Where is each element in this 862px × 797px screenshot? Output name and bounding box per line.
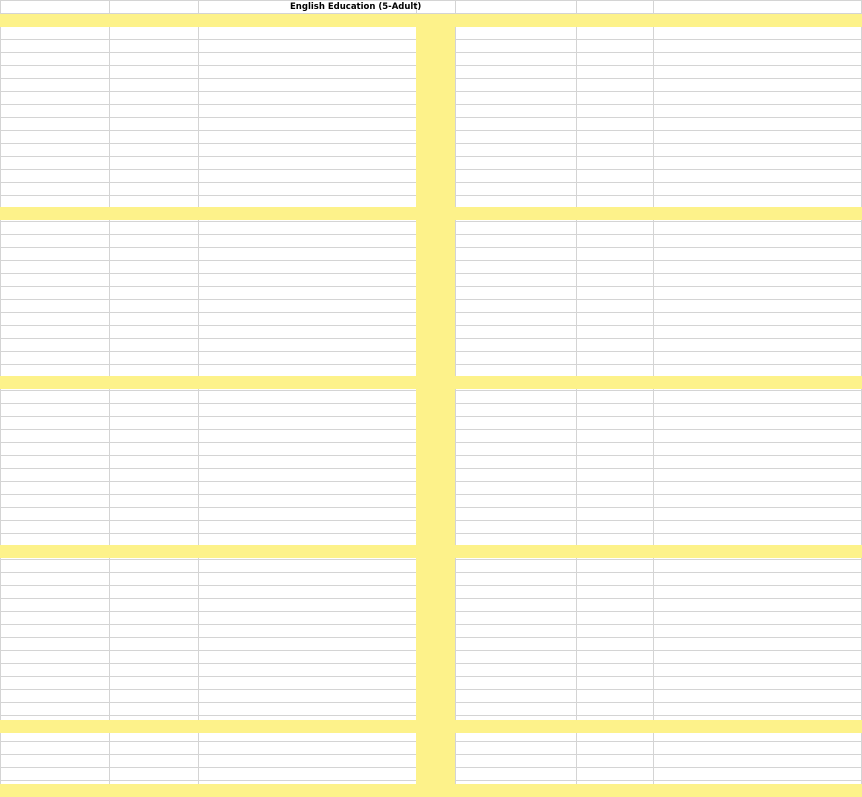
highlight-column <box>416 14 455 797</box>
sheet-title[interactable]: English Education (5-Adult) <box>290 2 422 12</box>
highlight-band <box>0 376 862 389</box>
highlight-band <box>0 545 862 558</box>
column-gridline <box>198 0 199 797</box>
highlight-band <box>0 784 862 797</box>
highlight-band <box>0 14 862 27</box>
highlight-band <box>0 207 862 220</box>
column-gridline <box>455 0 456 797</box>
column-gridline <box>109 0 110 797</box>
column-gridline <box>653 0 654 797</box>
column-gridline <box>576 0 577 797</box>
highlight-band <box>0 720 862 733</box>
column-gridline <box>0 0 1 797</box>
